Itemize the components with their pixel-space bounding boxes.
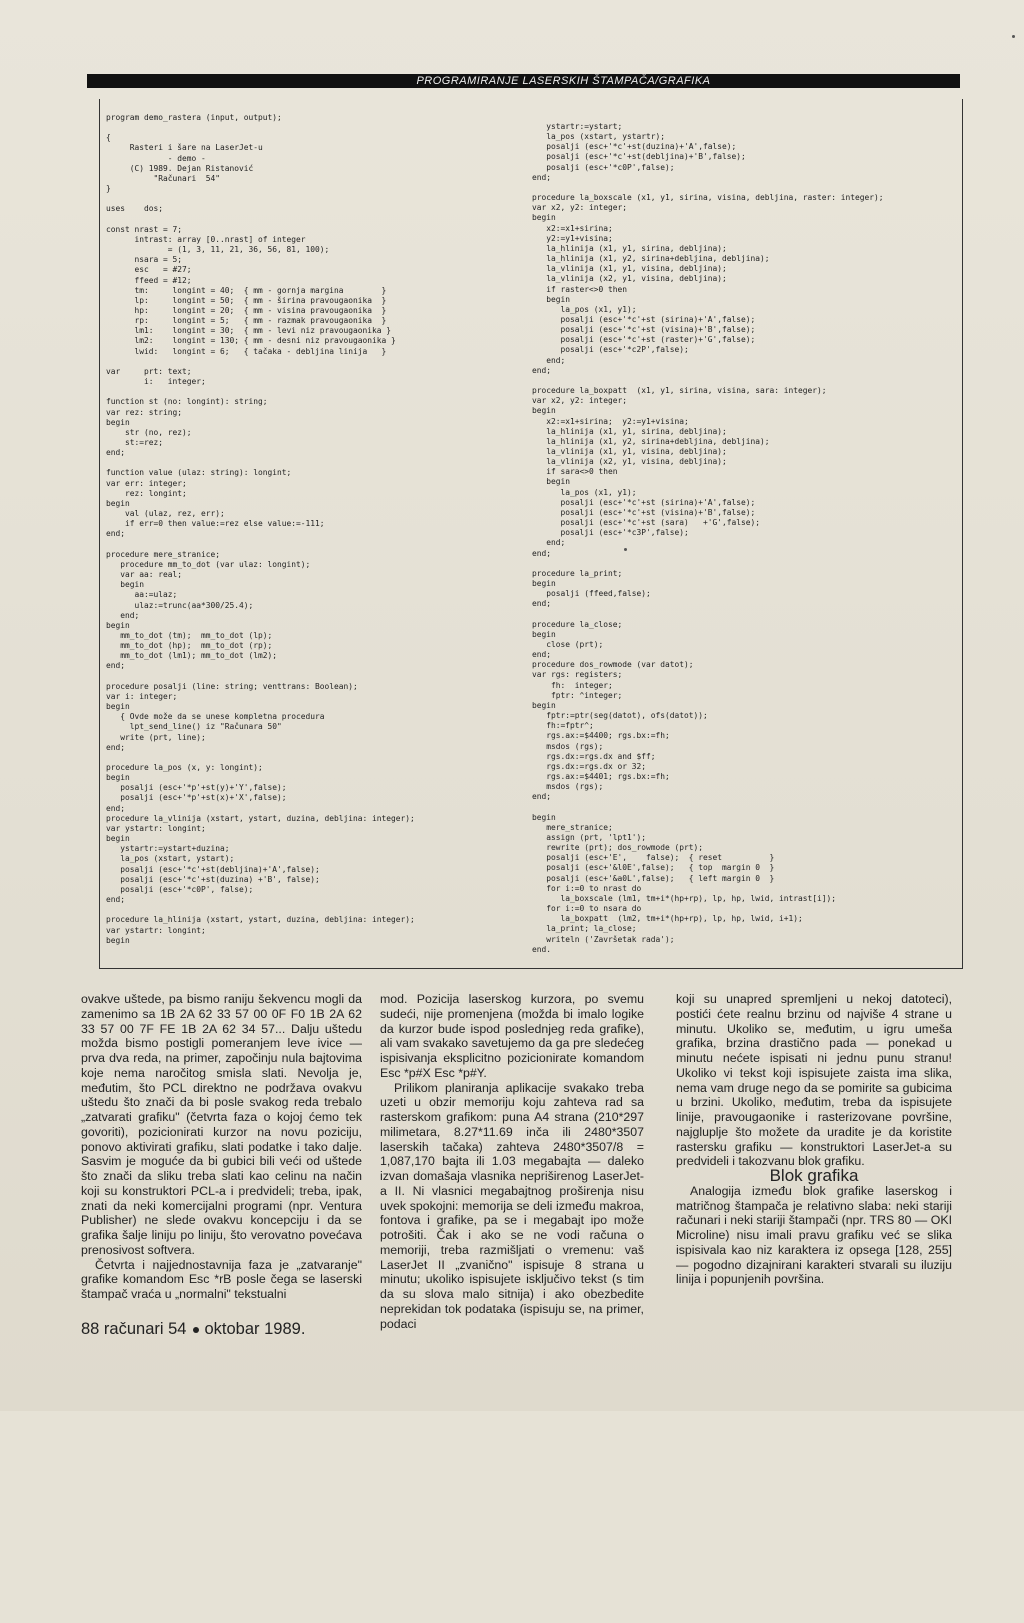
article-paragraph: Analogija između blok grafike laserskog i matričnog štampača je relativno slaba: neki stariji računari i neki stariji štampači (npr. TRS 80 — OKI Microline) nisu imali pravu grafiku već se slika ispisivala kao niz karaktera iz opsega [128, 255] — pogodno dizajnirani karakteri stvarali su iluziju linija i popunjenih površina.: [676, 1183, 952, 1287]
code-listing-left: program demo_rastera (input, output); { Rasteri i šare na LaserJet-u - demo - (C) 1989. Dejan Ristanović "Računari 54" } uses dos; const nrast = 7; intrast: array [0..nrast] of integer = (1, 3, 11, 21, 36, 56, 81, 100); nsara = 5; esc = #27; ffeed = #12; tm: longint = 40; { mm - gornja margina } lp: longint = 50; { mm - širina pravougaonika } hp: longint = 20; { mm - visina pravougaonika } rp: longint = 5; { mm - razmak pravougaonika } lm1: longint = 30; { mm - levi niz pravougaonika } lm2: longint = 130; { mm - desni niz pravougaonika } lwid: longint = 6; { tačaka - debljina linija } var prt: text; i: integer; function st (no: longint): string; var rez: string; begin str (no, rez); st:=rez; end; function value (ulaz: string): longint; var err: integer; rez: longint; begin val (ulaz, rez, err); if err=0 then value:=rez else value:=-111; end; procedure mere_stranice; procedure mm_to_dot (var ulaz: longint); var aa: real; begin aa:=ulaz; ulaz:=trunc(aa*300/25.4); end; begin mm_to_dot (tm); mm_to_dot (lp); mm_to_dot (hp); mm_to_dot (rp); mm_to_dot (lm1); mm_to_dot (lm2); end; procedure posalji (line: string; venttrans: Boolean); var i: integer; begin { Ovde može da se unese kompletna procedura lpt_send_line() iz "Računara 50" write (prt, line); end; procedure la_pos (x, y: longint); begin posalji (esc+'*p'+st(y)+'Y',false); posalji (esc+'*p'+st(x)+'X',false); end; procedure la_vlinija (xstart, ystart, duzina, debljina: integer); var ystartr: longint; begin ystartr:=ystart+duzina; la_pos (xstart, ystart); posalji (esc+'*c'+st(debljina)+'A',false); posalji (esc+'*c'+st(duzina) +'B', false); posalji (esc+'*c0P', false); end; procedure la_hlinija (xstart, ystart, duzina, debljina: integer); var ystartr: longint; begin: [106, 113, 415, 945]
article-paragraph: Prilikom planiranja aplikacije svakako treba uzeti u obzir memoriju koju zahteva rad sa rasterskom grafikom: puna A4 strana (210*297 milimetara, 8.27*11.69 inča ili 2480*3507 laserskih tačaka) zahteva 2480*3507/8 = 1,087,170 bajta ili 1.03 megabajta — daleko izvan domašaja vlasnika nepriširenog LaserJet-a II. Ni vlasnici megabajtnog proširenja nisu uvek spokojni: memorija se deli između makroa, fontova i grafike, pa se i megabajt ipo može potrošiti. Čak i ako se ne vodi računa o memoriji, treba razmišljati o vremenu: vaš LaserJet II „zvanično" ispisuje 8 strana u minutu; ukoliko ispisujete isključivo tekst (s tim da su slova malo sitnija) i ako obezbedite neprekidan tok podataka (ispisuju se, na primer, podaci: [380, 1080, 644, 1331]
article-column-3: [676, 992, 952, 1332]
footer-date: oktobar 1989.: [204, 1320, 306, 1338]
print-speck: [624, 548, 627, 551]
section-subheading: Blok grafika: [769, 1166, 859, 1185]
article-paragraph: Četvrta i najjednostavnija faza je „zatvaranje" grafike komandom Esc *rB posle čega se laserski štampač vraća u „normalni" tekstualni: [81, 1257, 362, 1301]
code-listing-right: ystartr:=ystart; la_pos (xstart, ystartr); posalji (esc+'*c'+st(duzina)+'A',false); posalji (esc+'*c'+st(debljina)+'B',false); posalji (esc+'*c0P',false); end; procedure la_boxscale (x1, y1, sirina, visina, debljina, raster: integer); var x2, y2: integer; begin x2:=x1+sirina; y2:=y1+visina; la_hlinija (x1, y1, sirina, debljina); la_hlinija (x1, y2, sirina+debljina, debljina); la_vlinija (x1, y1, visina, debljina); la_vlinija (x2, y1, visina, debljina); if raster<>0 then begin la_pos (x1, y1); posalji (esc+'*c'+st (sirina)+'A',false); posalji (esc+'*c'+st (visina)+'B',false); posalji (esc+'*c'+st (raster)+'G',false); posalji (esc+'*c2P',false); end; end; procedure la_boxpatt (x1, y1, sirina, visina, sara: integer); var x2, y2: integer; begin x2:=x1+sirina; y2:=y1+visina; la_hlinija (x1, y1, sirina, debljina); la_hlinija (x1, y2, sirina+debljina, debljina); la_vlinija (x1, y1, visina, debljina); la_vlinija (x2, y1, visina, debljina); if sara<>0 then begin la_pos (x1, y1); posalji (esc+'*c'+st (sirina)+'A',false); posalji (esc+'*c'+st (visina)+'B',false); posalji (esc+'*c'+st (sara) +'G',false); posalji (esc+'*c3P',false); end; end; procedure la_print; begin posalji (ffeed,false); end; procedure la_close; begin close (prt); end; procedure dos_rowmode (var datot); var rgs: registers; fh: integer; fptr: ^integer; begin fptr:=ptr(seg(datot), ofs(datot)); fh:=fptr^; rgs.ax:=$4400; rgs.bx:=fh; msdos (rgs); rgs.dx:=rgs.dx and $ff; rgs.dx:=rgs.dx or 32; rgs.ax:=$4401; rgs.bx:=fh; msdos (rgs); end; begin mere_stranice; assign (prt, 'lpt1'); rewrite (prt); dos_rowmode (prt); posalji (esc+'E', false); { reset } posalji (esc+'&l0E',false); { top margin 0 } posalji (esc+'&a0L',false); { left margin 0 } for i:=0 to nrast do la_boxscale (lm1, tm+i*(hp+rp), lp, hp, lwid, intrast[i]); for i:=0 to nsara do la_boxpatt (lm2, tm+i*(hp+rp), lp, hp, lwid, i+1); la_print; la_close; writeln ('Završetak rada'); end.: [532, 122, 884, 954]
article-column-2: [380, 992, 644, 1331]
article-paragraph: koji su unapred spremljeni u nekoj datoteci), postići ćete realnu brzinu od najviše 4 strane u minutu. Ukoliko se, međutim, u igru umeša grafika, brzina drastično pada — ponekad u minutu nećete ispisati ni jednu punu stranu! Ukoliko vi tekst koji ispisujete zaista ima slika, nema vam druge nego da se pomirite sa gubicima u brzini. Ukoliko, međutim, treba da ispisujete linije, pravougaonike i rasterizovane površine, najgluplje što možete da uradite je da koristite rastersku grafiku — konstruktori LaserJet-a su predvideli i takozvanu blok grafiku.: [676, 992, 952, 1169]
bullet-icon: [193, 1327, 199, 1333]
article-paragraph: mod. Pozicija laserskog kurzora, po svemu sudeći, nije promenjena (možda bi imalo logike da kurzor bude ispod poslednjeg reda grafike), ali vam svakako savetujemo da ga pre sledećeg ispisivanja eksplicitno pozicionirate komandom Esc *p#X Esc *p#Y.: [380, 992, 644, 1080]
footer-page-info: 88 računari 54: [81, 1320, 187, 1338]
article-column-1: [81, 992, 362, 1623]
section-banner: PROGRAMIRANJE LASERSKIH ŠTAMPAČA/GRAFIKA: [87, 74, 960, 88]
print-speck: [1012, 35, 1015, 38]
article-paragraph: ovakve uštede, pa bismo raniju šekvencu mogli da zamenimo sa 1B 2A 62 33 57 00 0F F0 1B 2A 62 33 57 00 7F FE 1B 2A 62 34 57... Dalju uštedu možda bismo postigli pomeranjem leve ivice — prva dva reda, na primer, započinju nula bajtovima koje nema naročitog smisla slati. Nevolja je, međutim, što PCL direktno ne podržava ovakvu uštedu što znači da bi posle svakog reda trebalo „zatvarati grafiku" (četvrta faza o kojoj ćemo tek govoriti), pozicionirati kurzor na novu poziciju, ponovo aktivirati grafiku, slati podatke i tako dalje. Sasvim je moguće da bi gubici bili veći od uštede što znači da sliku treba slati kao celinu na način koji su konstruktori PCL-a i predvideli; treba, ipak, znati da neki komercijalni programi (npr. Ventura Publisher) ne slede ovakvu koncepciju i da se grafika šalje liniju po liniju, što verovatno povećava prenosivost softvera.: [81, 992, 362, 1257]
page-footer: [81, 1320, 305, 1339]
